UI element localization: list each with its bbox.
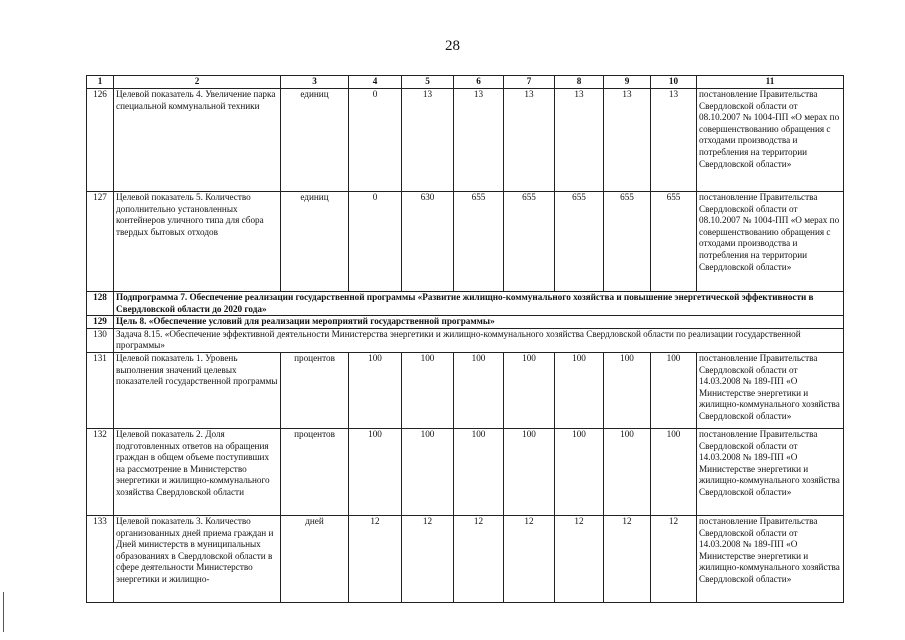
value-cell: 630 (402, 192, 454, 292)
value-cell: 100 (604, 352, 651, 428)
basis-cell: постановление Правительства Свердловской области от 14.03.2008 № 189-ПП «О Министерстве энергетики и жилищно-коммунального хозяйства Свердловской области» (697, 515, 844, 602)
row-number: 126 (87, 89, 114, 192)
value-cell: 12 (651, 515, 697, 602)
basis-cell: постановление Правительства Свердловской области от 08.10.2007 № 1004-ПП «О мерах по совершенствованию обращения с отходами производства и потребления на территории Свердловской области» (697, 89, 844, 192)
section-row (87, 292, 844, 316)
value-cell: 0 (349, 192, 402, 292)
value-cell: 100 (555, 352, 604, 428)
row-number: 130 (87, 328, 114, 352)
header-row (87, 76, 844, 89)
basis-cell: постановление Правительства Свердловской области от 08.10.2007 № 1004-ПП «О мерах по совершенствованию обращения с отходами производства и потребления на территории Свердловской области» (697, 192, 844, 292)
table-row (87, 428, 844, 515)
value-cell: 100 (555, 428, 604, 515)
row-number: 131 (87, 352, 114, 428)
column-header: 1 (87, 76, 114, 89)
indicators-table (86, 75, 844, 603)
value-cell: 100 (454, 428, 504, 515)
column-header: 8 (555, 76, 604, 89)
value-cell: 13 (555, 89, 604, 192)
row-number: 133 (87, 515, 114, 602)
section-title: Цель 8. «Обеспечение условий для реализации мероприятий государственной программы» (114, 316, 844, 329)
column-header: 10 (651, 76, 697, 89)
value-cell: 13 (454, 89, 504, 192)
value-cell: 13 (504, 89, 555, 192)
unit-cell: процентов (281, 352, 349, 428)
value-cell: 655 (454, 192, 504, 292)
value-cell: 655 (651, 192, 697, 292)
value-cell: 100 (604, 428, 651, 515)
column-header: 3 (281, 76, 349, 89)
value-cell: 12 (555, 515, 604, 602)
section-title: Подпрограмма 7. Обеспечение реализации государственной программы «Развитие жилищно-коммунального хозяйства и повышение энергетической эффективности в Свердловской области до 2020 года» (114, 292, 844, 316)
value-cell: 13 (402, 89, 454, 192)
column-header: 2 (114, 76, 281, 89)
section-title: Задача 8.15. «Обеспечение эффективной деятельности Министерства энергетики и жилищно-коммунального хозяйства Свердловской области по реализации государственной программы» (114, 328, 844, 352)
row-number: 132 (87, 428, 114, 515)
column-header: 7 (504, 76, 555, 89)
value-cell: 12 (604, 515, 651, 602)
unit-cell: дней (281, 515, 349, 602)
page-number: 28 (445, 38, 460, 54)
value-cell: 655 (504, 192, 555, 292)
column-header: 11 (697, 76, 844, 89)
row-number: 129 (87, 316, 114, 329)
unit-cell: процентов (281, 428, 349, 515)
value-cell: 655 (604, 192, 651, 292)
value-cell: 100 (454, 352, 504, 428)
value-cell: 100 (349, 352, 402, 428)
margin-line (3, 592, 4, 632)
unit-cell: единиц (281, 192, 349, 292)
table-row (87, 352, 844, 428)
value-cell: 655 (555, 192, 604, 292)
indicator-name: Целевой показатель 1. Уровень выполнения значений целевых показателей государственной программы (114, 352, 281, 428)
table-row (87, 89, 844, 192)
value-cell: 100 (349, 428, 402, 515)
value-cell: 100 (504, 352, 555, 428)
column-header: 5 (402, 76, 454, 89)
value-cell: 13 (651, 89, 697, 192)
column-header: 4 (349, 76, 402, 89)
column-header: 6 (454, 76, 504, 89)
unit-cell: единиц (281, 89, 349, 192)
value-cell: 12 (349, 515, 402, 602)
basis-cell: постановление Правительства Свердловской области от 14.03.2008 № 189-ПП «О Министерстве энергетики и жилищно-коммунального хозяйства Свердловской области» (697, 352, 844, 428)
value-cell: 12 (504, 515, 555, 602)
table-row (87, 515, 844, 602)
row-number: 127 (87, 192, 114, 292)
section-row (87, 328, 844, 352)
value-cell: 100 (504, 428, 555, 515)
value-cell: 13 (604, 89, 651, 192)
indicator-name: Целевой показатель 5. Количество дополнительно установленных контейнеров уличного типа для сбора твердых бытовых отходов (114, 192, 281, 292)
value-cell: 100 (651, 428, 697, 515)
value-cell: 100 (651, 352, 697, 428)
value-cell: 100 (402, 428, 454, 515)
indicator-name: Целевой показатель 2. Доля подготовленных ответов на обращения граждан в общем объеме поступивших на рассмотрение в Министерство энергетики и жилищно-коммунального хозяйства Свердловской области (114, 428, 281, 515)
section-row (87, 316, 844, 329)
basis-cell: постановление Правительства Свердловской области от 14.03.2008 № 189-ПП «О Министерстве энергетики и жилищно-коммунального хозяйства Свердловской области» (697, 428, 844, 515)
row-number: 128 (87, 292, 114, 316)
value-cell: 0 (349, 89, 402, 192)
indicator-name: Целевой показатель 3. Количество организованных дней приема граждан и Дней министерств в муниципальных образованиях в Свердловской области в сфере деятельности Министерство энергетики и жилищно- (114, 515, 281, 602)
value-cell: 100 (402, 352, 454, 428)
table-row (87, 192, 844, 292)
column-header: 9 (604, 76, 651, 89)
indicator-name: Целевой показатель 4. Увеличение парка специальной коммунальной техники (114, 89, 281, 192)
value-cell: 12 (454, 515, 504, 602)
value-cell: 12 (402, 515, 454, 602)
